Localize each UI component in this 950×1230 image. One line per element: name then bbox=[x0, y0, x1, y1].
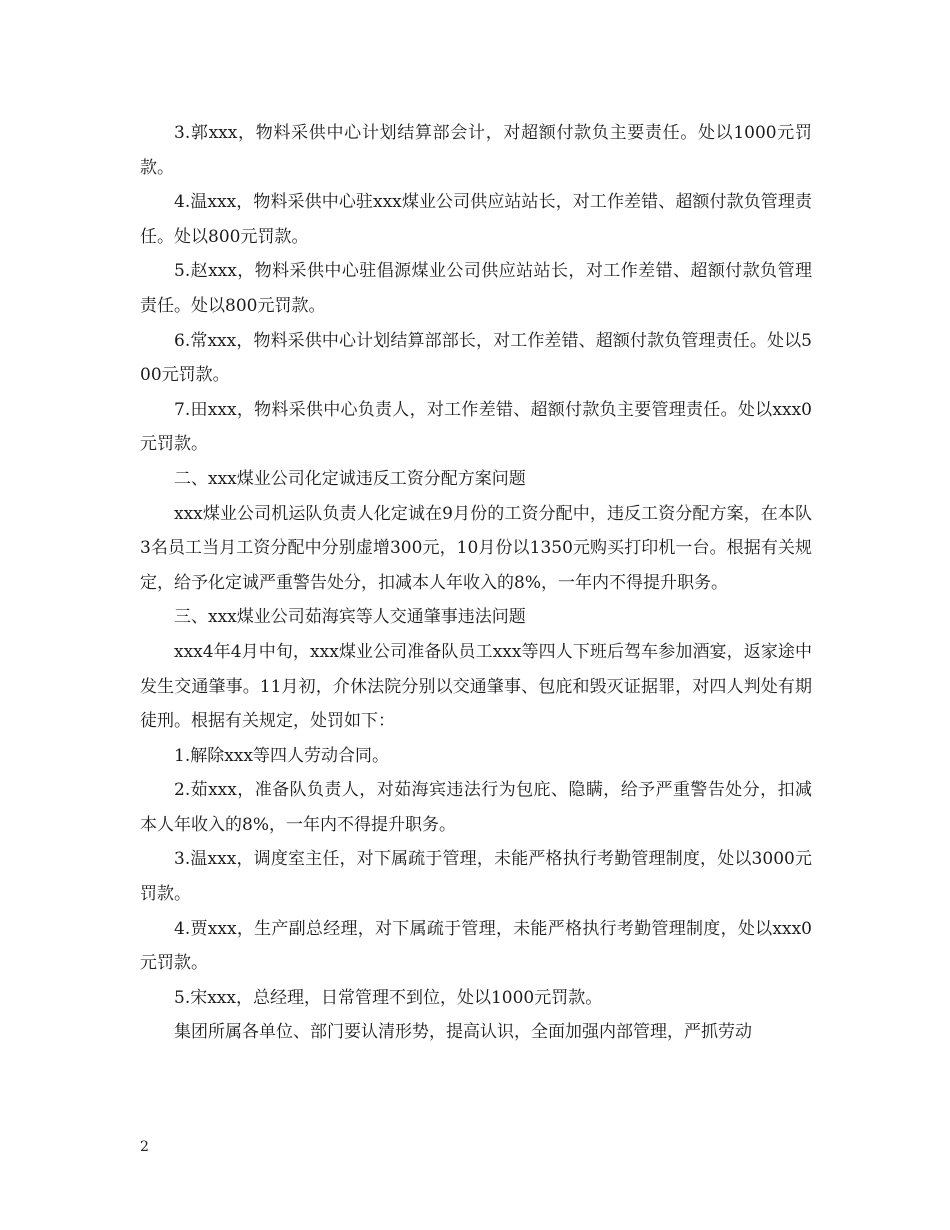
paragraph-wage-violation: xxx煤业公司机运队负责人化定诚在9月份的工资分配中，违反工资分配方案，在本队3名员工当月工资分配中分别虚增300元，10月份以1350元购买打印机一台。根据有关规定，给予化定诚严重警告处分，扣减本人年收入的8%，一年内不得提升职务。 bbox=[140, 503, 812, 593]
section-heading-three: 三、xxx煤业公司茹海宾等人交通肇事违法问题 bbox=[174, 607, 526, 628]
paragraph-penalty-wen-dispatch: 3.温xxx，调度室主任，对下属疏于管理，未能严格执行考勤管理制度，处以3000元罚款。 bbox=[140, 849, 812, 905]
paragraph-penalty-ru: 2.茹xxx，准备队负责人，对茹海宾违法行为包庇、隐瞒，给予严重警告处分，扣减本人年收入的8%，一年内不得提升职务。 bbox=[140, 780, 812, 835]
page-number: 2 bbox=[140, 1139, 149, 1155]
paragraph-penalty-guo: 3.郭xxx，物料采供中心计划结算部会计，对超额付款负主要责任。处以1000元罚款。 bbox=[140, 123, 812, 178]
paragraph-penalty-wen-station: 4.温xxx，物料采供中心驻xxx煤业公司供应站站长，对工作差错、超额付款负管理责任。处以800元罚款。 bbox=[140, 192, 812, 247]
paragraph-penalty-song: 5.宋xxx，总经理，日常管理不到位，处以1000元罚款。 bbox=[174, 987, 603, 1008]
section-heading-two: 二、xxx煤业公司化定诚违反工资分配方案问题 bbox=[174, 468, 526, 489]
paragraph-penalty-tian: 7.田xxx，物料采供中心负责人，对工作差错、超额付款负主要管理责任。处以xxx0元罚款。 bbox=[140, 399, 812, 455]
paragraph-penalty-jia: 4.贾xxx，生产副总经理，对下属疏于管理，未能严格执行考勤管理制度，处以xxx0元罚款。 bbox=[140, 918, 812, 974]
paragraph-traffic-incident: xxx4年4月中旬，xxx煤业公司准备队员工xxx等四人下班后驾车参加酒宴，返家途中发生交通肇事。11月初，介休法院分别以交通肇事、包庇和毁灭证据罪，对四人判处有期徒刑。根据有关规定，处罚如下： bbox=[140, 641, 812, 732]
paragraph-closing: 集团所属各单位、部门要认清形势，提高认识，全面加强内部管理，严抓劳动 bbox=[174, 1022, 752, 1043]
paragraph-penalty-chang: 6.常xxx，物料采供中心计划结算部部长，对工作差错、超额付款负管理责任。处以500元罚款。 bbox=[140, 330, 812, 386]
paragraph-penalty-contract: 1.解除xxx等四人劳动合同。 bbox=[174, 745, 389, 766]
paragraph-penalty-zhao: 5.赵xxx，物料采供中心驻倡源煤业公司供应站站长，对工作差错、超额付款负管理责任。处以800元罚款。 bbox=[140, 261, 812, 316]
document-body bbox=[140, 116, 812, 1050]
